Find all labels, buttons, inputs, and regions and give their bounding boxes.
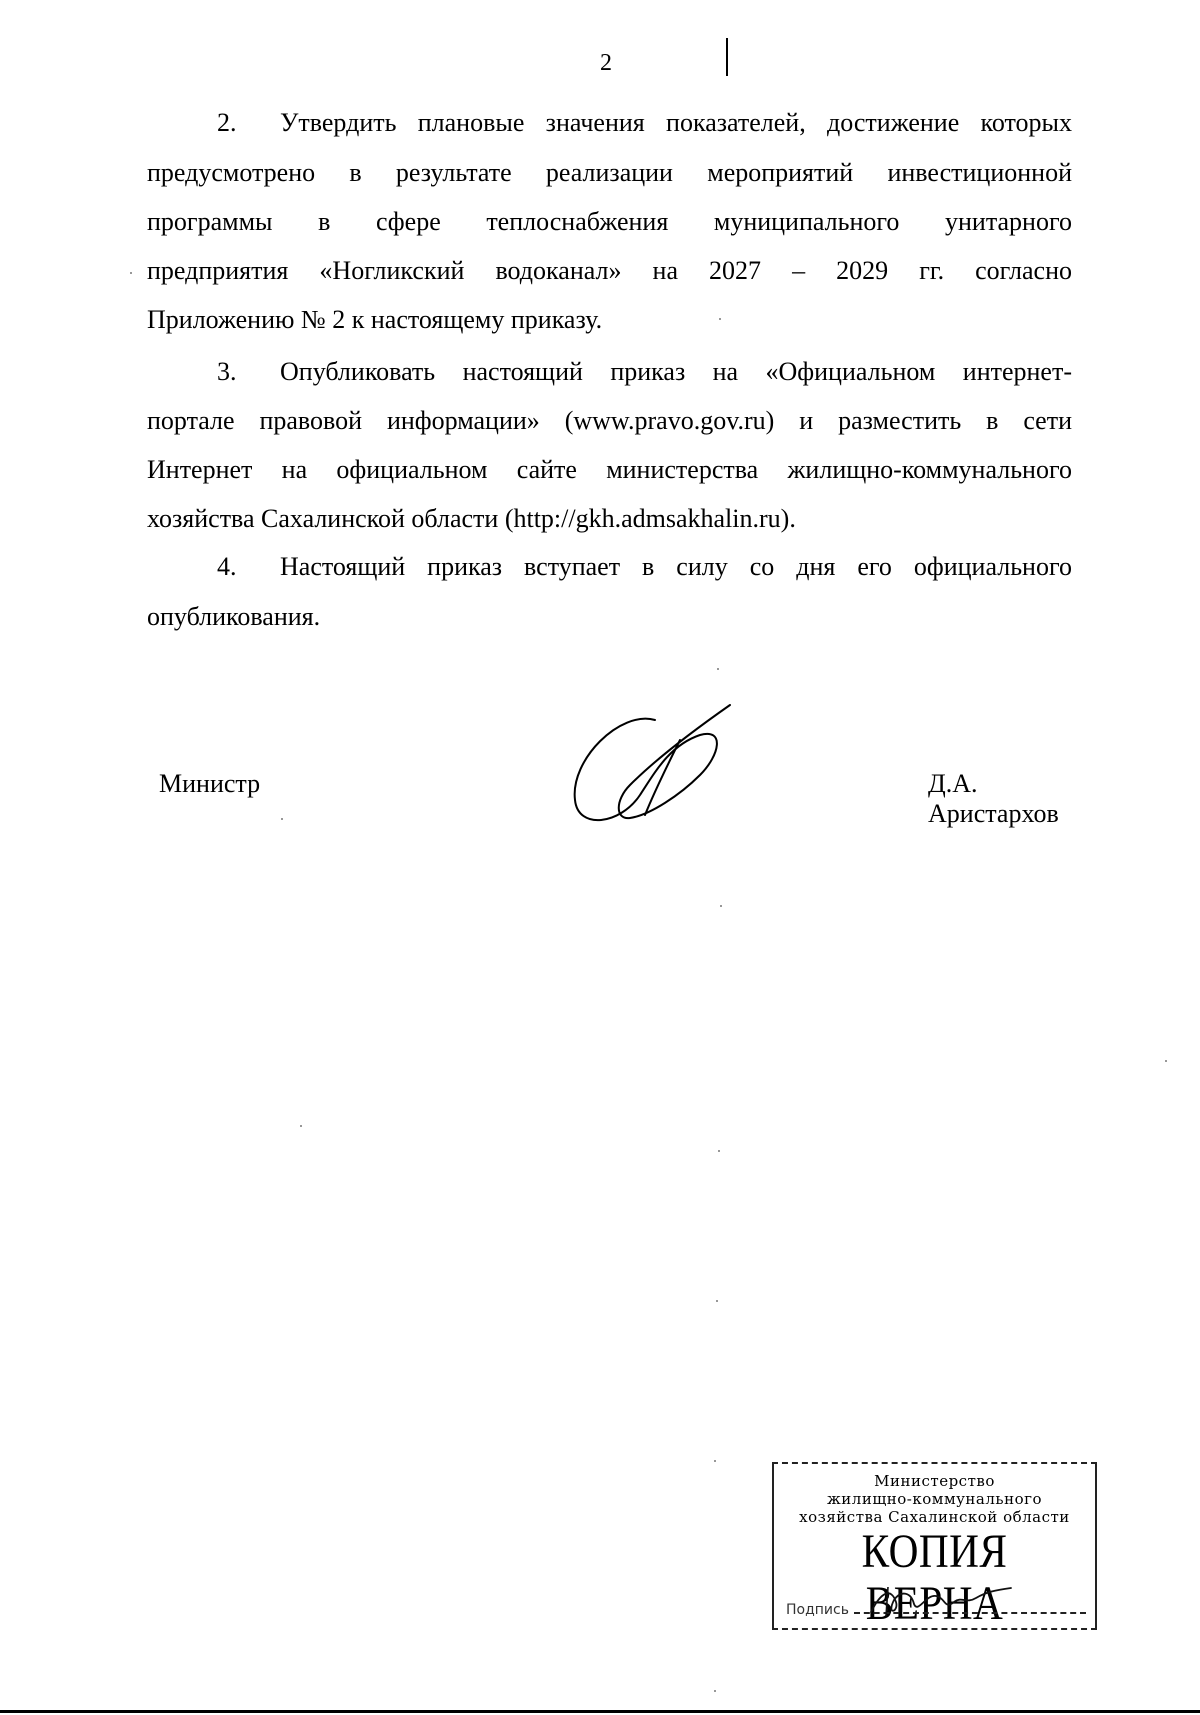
scan-speck — [714, 1690, 716, 1692]
paragraph-line: предусмотрено в результате реализации мероприятий инвестиционной — [147, 158, 1072, 187]
stamp-title: КОПИЯ ВЕРНА — [861, 1525, 1008, 1630]
page-number: 2 — [600, 50, 612, 76]
stamp-signature-label: Подпись — [786, 1602, 849, 1618]
scan-speck — [281, 818, 283, 820]
paragraph-text: Утвердить плановые значения показателей, достижение которых — [280, 108, 1072, 137]
scan-speck — [719, 318, 721, 320]
scan-speck — [300, 1125, 302, 1127]
stamp-line-3: хозяйства Сахалинской области — [799, 1508, 1070, 1526]
paragraph-line: хозяйства Сахалинской области (http://gkh.admsakhalin.ru). — [147, 504, 796, 533]
page-edge-rule — [0, 1710, 1200, 1713]
scan-speck — [1165, 1060, 1167, 1062]
margin-mark — [726, 38, 728, 76]
paragraph-line: программы в сфере теплоснабжения муниципального унитарного — [147, 207, 1072, 236]
paragraph-text: Настоящий приказ вступает в силу со дня его официального — [280, 552, 1072, 581]
paragraph-number: 4. — [217, 552, 237, 581]
paragraph-number: 3. — [217, 357, 237, 386]
certification-stamp — [772, 1462, 1097, 1630]
paragraph-line — [217, 355, 1072, 389]
scan-speck — [716, 1300, 718, 1302]
stamp-handwritten-signature — [866, 1582, 1016, 1620]
handwritten-signature — [560, 700, 740, 845]
signatory-name: Д.А. Аристархов — [928, 769, 1059, 828]
paragraph-line: предприятия «Ногликский водоканал» на 2027 – 2029 гг. согласно — [147, 256, 1072, 285]
paragraph-line: Приложению № 2 к настоящему приказу. — [147, 305, 603, 334]
paragraph-text: Опубликовать настоящий приказ на «Официальном интернет- — [280, 357, 1072, 386]
scan-speck — [130, 272, 132, 274]
stamp-line-1: Министерство — [874, 1472, 995, 1490]
stamp-line-2: жилищно-коммунального — [827, 1490, 1042, 1508]
paragraph-line: опубликования. — [147, 602, 321, 631]
scan-speck — [714, 1460, 716, 1462]
paragraph-line: Интернет на официальном сайте министерства жилищно-коммунального — [147, 455, 1072, 484]
paragraph-number: 2. — [217, 108, 237, 137]
signatory-role: Министр — [159, 769, 261, 798]
paragraph-line — [217, 550, 1072, 584]
paragraph-line — [217, 106, 1072, 140]
scan-speck — [720, 905, 722, 907]
scan-speck — [717, 668, 719, 670]
stamp-signature-row — [786, 1586, 1086, 1620]
scan-speck — [718, 1150, 720, 1152]
paragraph-line: портале правовой информации» (www.pravo.gov.ru) и разместить в сети — [147, 406, 1072, 435]
